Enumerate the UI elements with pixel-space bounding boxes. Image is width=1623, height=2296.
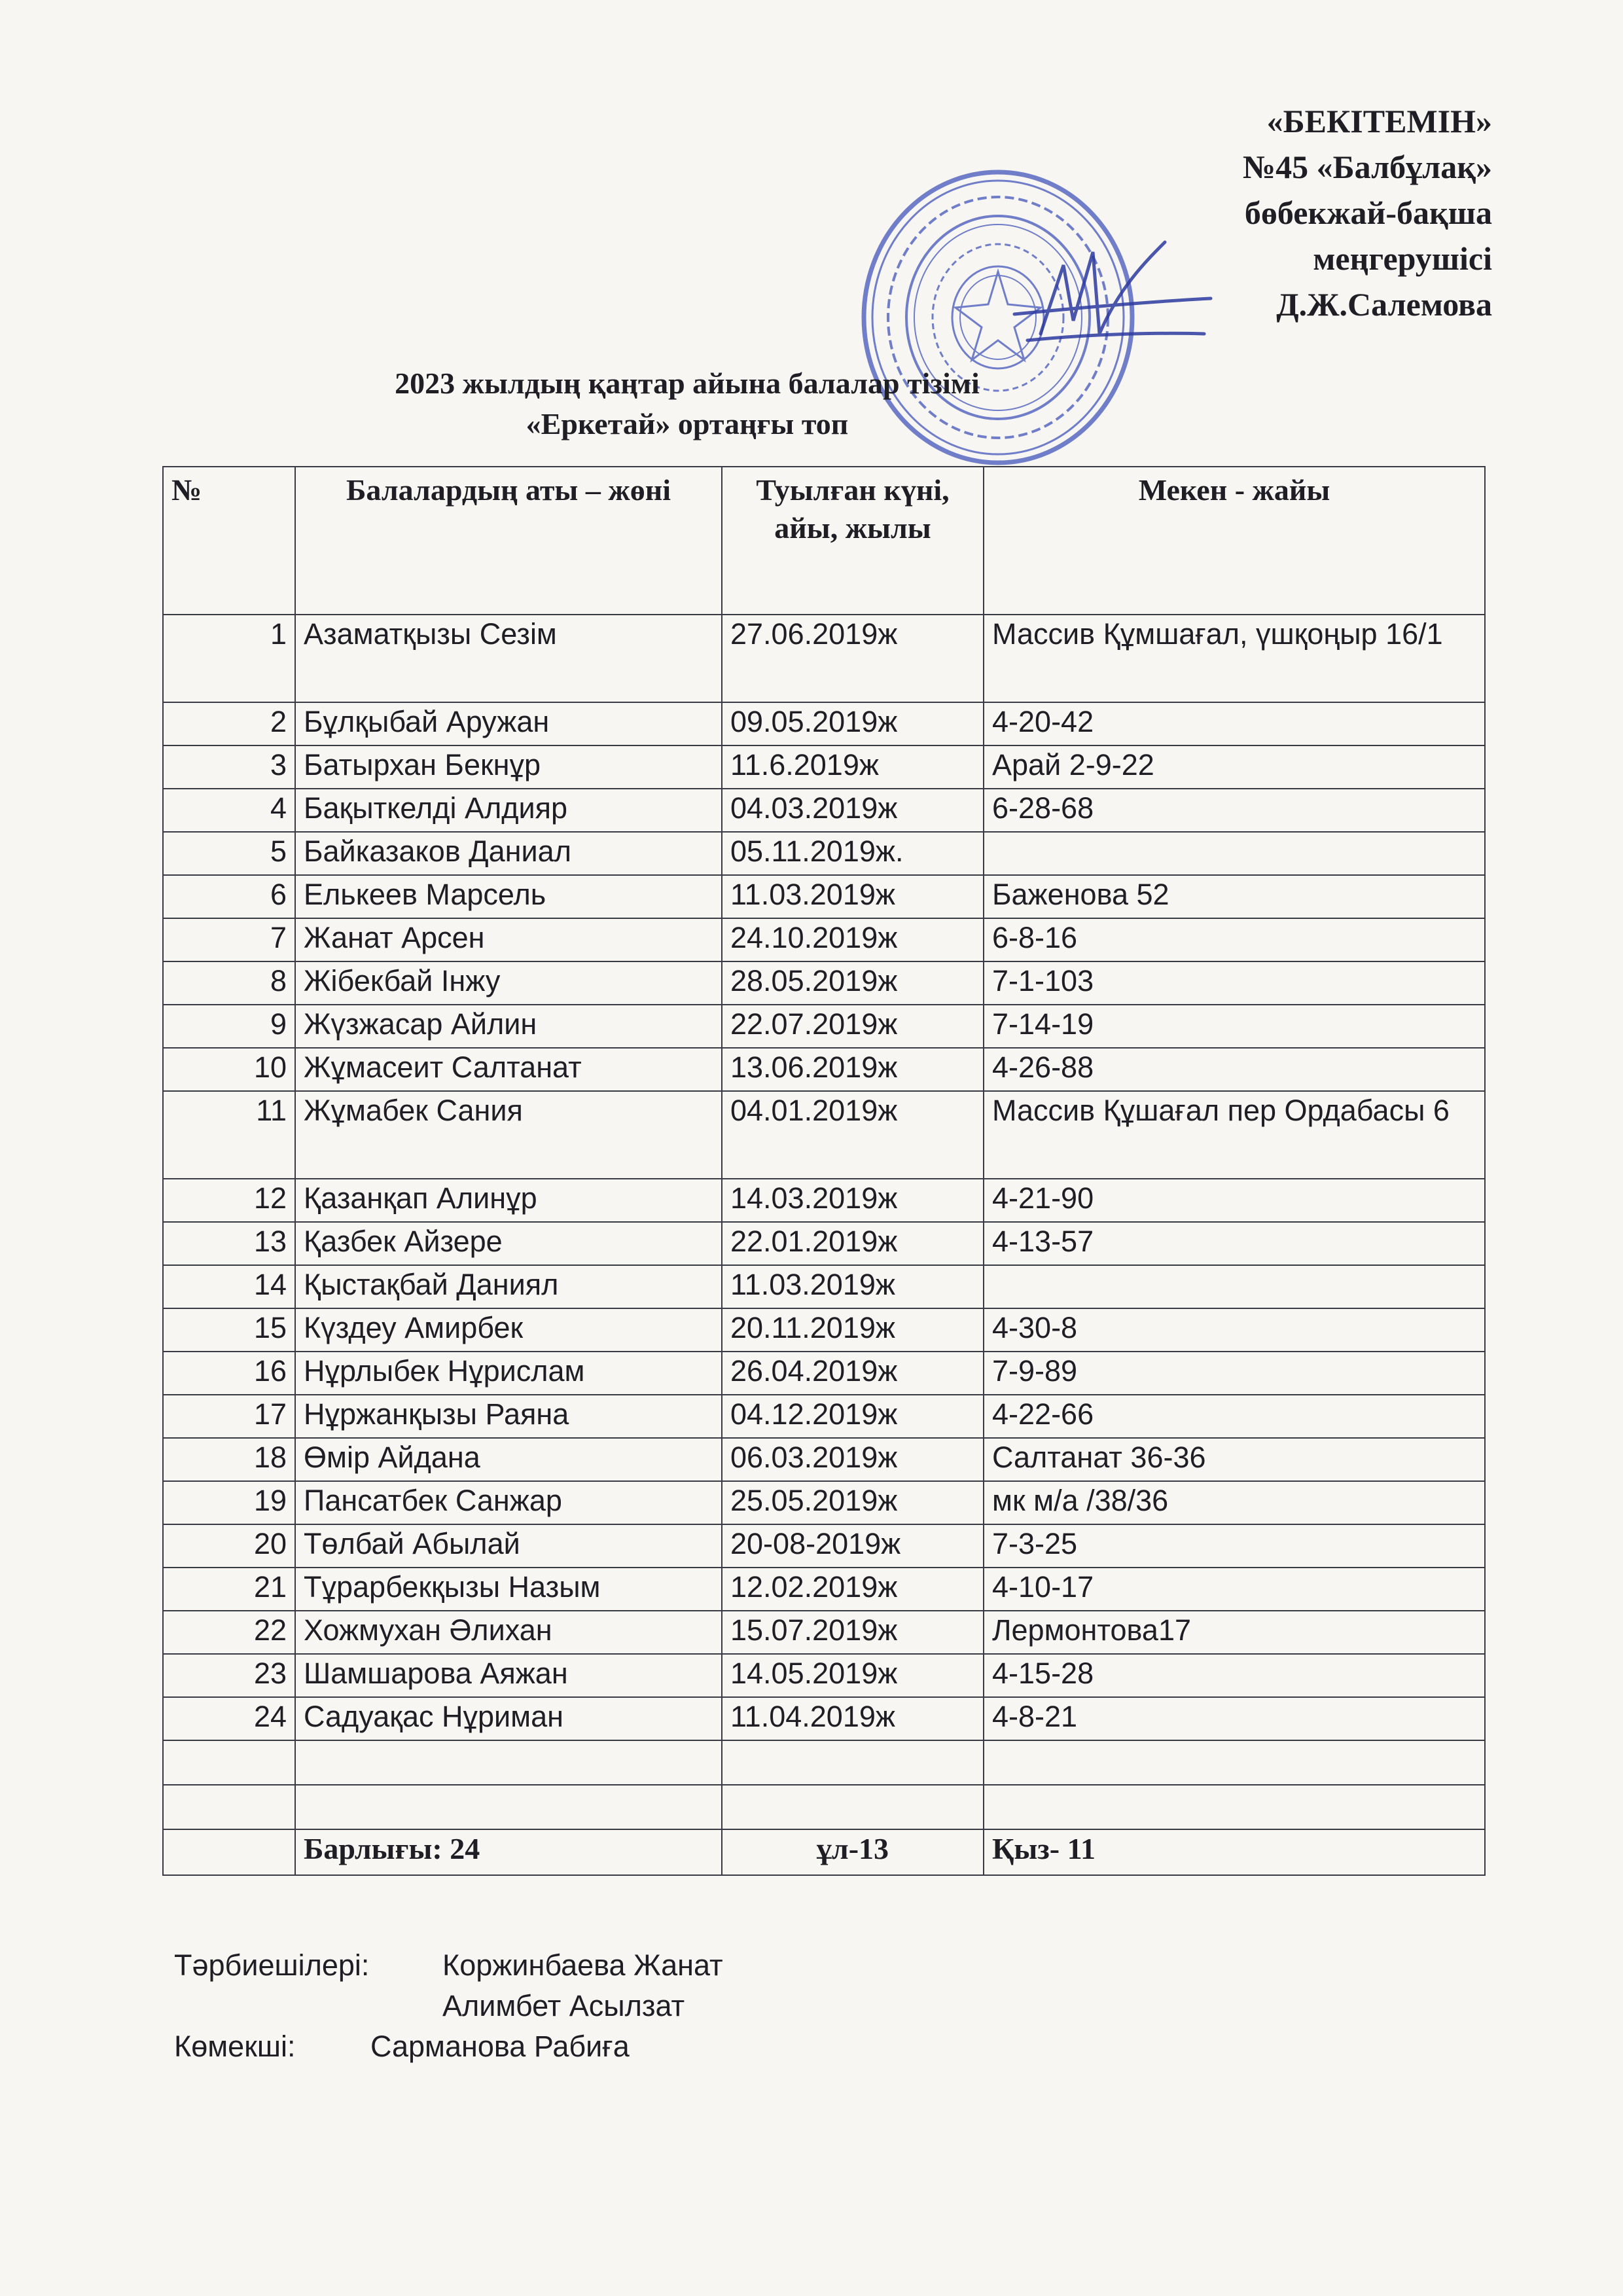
total-all: Барлығы: 24	[295, 1829, 722, 1875]
table-row	[163, 1568, 1485, 1611]
row-number: 14	[163, 1265, 295, 1308]
birth-date: 22.01.2019ж	[722, 1222, 984, 1265]
approval-signatory: Д.Ж.Салемова	[1276, 286, 1492, 323]
child-name: Жүзжасар Айлин	[295, 1005, 722, 1048]
child-name: Бұлқыбай Аружан	[295, 702, 722, 745]
teachers-label: Тәрбиешілері:	[174, 1948, 370, 1982]
birth-date: 26.04.2019ж	[722, 1352, 984, 1395]
address: 7-1-103	[984, 961, 1485, 1005]
row-number: 1	[163, 615, 295, 702]
table-row	[163, 961, 1485, 1005]
table-row	[163, 1179, 1485, 1222]
totals-row	[163, 1829, 1485, 1875]
staff-block	[174, 1945, 723, 2067]
address: Массив Құмшағал, үшқоңыр 16/1	[984, 615, 1485, 702]
address: Салтанат 36-36	[984, 1438, 1485, 1481]
children-table	[162, 466, 1486, 1876]
teacher-name: Алимбет Асылзат	[442, 1989, 685, 2022]
child-name: Тұрарбекқызы Назым	[295, 1568, 722, 1611]
birth-date: 24.10.2019ж	[722, 918, 984, 961]
child-name: Қазбек Айзере	[295, 1222, 722, 1265]
address: Массив Құшағал пер Ордабасы 6	[984, 1091, 1485, 1179]
child-name: Хожмухан Әлихан	[295, 1611, 722, 1654]
address: Лермонтова17	[984, 1611, 1485, 1654]
table-row	[163, 789, 1485, 832]
child-name: Күздеу Амирбек	[295, 1308, 722, 1352]
table-row	[163, 1091, 1485, 1179]
table-row	[163, 918, 1485, 961]
row-number: 7	[163, 918, 295, 961]
child-name: Өмір Айдана	[295, 1438, 722, 1481]
birth-date: 13.06.2019ж	[722, 1048, 984, 1091]
totals-blank-cell	[163, 1829, 295, 1875]
table-row	[163, 875, 1485, 918]
row-number: 21	[163, 1568, 295, 1611]
table-row	[163, 1222, 1485, 1265]
child-name: Жұмабек Сания	[295, 1091, 722, 1179]
birth-date: 15.07.2019ж	[722, 1611, 984, 1654]
row-number: 10	[163, 1048, 295, 1091]
header-name: Балалардың аты – жөні	[295, 467, 722, 615]
table-row	[163, 1611, 1485, 1654]
table-row	[163, 615, 1485, 702]
row-number: 11	[163, 1091, 295, 1179]
row-number: 6	[163, 875, 295, 918]
address: 4-30-8	[984, 1308, 1485, 1352]
assistant-name: Сарманова Рабиға	[370, 2030, 630, 2063]
address: 6-28-68	[984, 789, 1485, 832]
table-row	[163, 1352, 1485, 1395]
header-address: Мекен - жайы	[984, 467, 1485, 615]
birth-date: 04.12.2019ж	[722, 1395, 984, 1438]
header-birth-date: Туылған күні, айы, жылы	[722, 467, 984, 615]
signature	[1001, 236, 1217, 353]
birth-date: 25.05.2019ж	[722, 1481, 984, 1524]
table-row	[163, 1265, 1485, 1308]
table-row	[163, 1308, 1485, 1352]
child-name: Нұржанқызы Раяна	[295, 1395, 722, 1438]
address	[984, 1265, 1485, 1308]
child-name: Жанат Арсен	[295, 918, 722, 961]
approval-block	[1243, 98, 1492, 327]
table-row	[163, 1395, 1485, 1438]
child-name: Нұрлыбек Нұрислам	[295, 1352, 722, 1395]
row-number: 19	[163, 1481, 295, 1524]
table-row	[163, 1481, 1485, 1524]
address: Арай 2-9-22	[984, 745, 1485, 789]
row-number: 17	[163, 1395, 295, 1438]
row-number: 3	[163, 745, 295, 789]
approval-institution: №45 «Балбұлақ»	[1242, 149, 1492, 185]
total-girls: Қыз- 11	[984, 1829, 1485, 1875]
birth-date: 28.05.2019ж	[722, 961, 984, 1005]
table-row	[163, 702, 1485, 745]
table-row	[163, 832, 1485, 875]
birth-date: 22.07.2019ж	[722, 1005, 984, 1048]
row-number: 15	[163, 1308, 295, 1352]
address: 4-20-42	[984, 702, 1485, 745]
assistant-label: Көмекші:	[174, 2030, 296, 2063]
address: 7-3-25	[984, 1524, 1485, 1568]
row-number: 4	[163, 789, 295, 832]
approval-position: меңгерушісі	[1313, 240, 1492, 277]
row-number: 12	[163, 1179, 295, 1222]
empty-row	[163, 1785, 1485, 1829]
row-number: 9	[163, 1005, 295, 1048]
child-name: Батырхан Бекнұр	[295, 745, 722, 789]
birth-date: 05.11.2019ж.	[722, 832, 984, 875]
row-number: 13	[163, 1222, 295, 1265]
table-row	[163, 1005, 1485, 1048]
table-row	[163, 1697, 1485, 1740]
birth-date: 09.05.2019ж	[722, 702, 984, 745]
birth-date: 20.11.2019ж	[722, 1308, 984, 1352]
birth-date: 11.04.2019ж	[722, 1697, 984, 1740]
address: 7-14-19	[984, 1005, 1485, 1048]
address: 4-26-88	[984, 1048, 1485, 1091]
child-name: Шамшарова Аяжан	[295, 1654, 722, 1697]
child-name: Байказаков Даниал	[295, 832, 722, 875]
header-number: №	[163, 467, 295, 615]
birth-date: 14.03.2019ж	[722, 1179, 984, 1222]
address: 6-8-16	[984, 918, 1485, 961]
birth-date: 12.02.2019ж	[722, 1568, 984, 1611]
child-name: Пансатбек Санжар	[295, 1481, 722, 1524]
address: 4-13-57	[984, 1222, 1485, 1265]
row-number: 23	[163, 1654, 295, 1697]
row-number: 5	[163, 832, 295, 875]
row-number: 18	[163, 1438, 295, 1481]
birth-date: 14.05.2019ж	[722, 1654, 984, 1697]
child-name: Төлбай Абылай	[295, 1524, 722, 1568]
row-number: 16	[163, 1352, 295, 1395]
child-name: Азаматқызы Сезім	[295, 615, 722, 702]
child-name: Жібекбай Інжу	[295, 961, 722, 1005]
address: 4-8-21	[984, 1697, 1485, 1740]
group-subtitle: «Еркетай» ортаңғы топ	[526, 407, 849, 440]
birth-date: 04.01.2019ж	[722, 1091, 984, 1179]
birth-date: 06.03.2019ж	[722, 1438, 984, 1481]
address: Баженова 52	[984, 875, 1485, 918]
table-row	[163, 1438, 1485, 1481]
birth-date: 20-08-2019ж	[722, 1524, 984, 1568]
birth-date: 11.03.2019ж	[722, 1265, 984, 1308]
birth-date: 11.03.2019ж	[722, 875, 984, 918]
child-name: Елькеев Марсель	[295, 875, 722, 918]
birth-date: 27.06.2019ж	[722, 615, 984, 702]
address: 4-22-66	[984, 1395, 1485, 1438]
address: мк м/а /38/36	[984, 1481, 1485, 1524]
approval-heading: «БЕКІТЕМІН»	[1266, 103, 1492, 139]
table-body	[163, 615, 1485, 1740]
child-name: Жұмасеит Салтанат	[295, 1048, 722, 1091]
row-number: 22	[163, 1611, 295, 1654]
row-number: 24	[163, 1697, 295, 1740]
row-number: 8	[163, 961, 295, 1005]
address: 4-15-28	[984, 1654, 1485, 1697]
birth-date: 04.03.2019ж	[722, 789, 984, 832]
table-header-row	[163, 467, 1485, 615]
table-row	[163, 1048, 1485, 1091]
row-number: 2	[163, 702, 295, 745]
total-boys: ұл-13	[722, 1829, 984, 1875]
table-row	[163, 1524, 1485, 1568]
document-titles	[262, 363, 1113, 444]
child-name: Қазанқап Алинұр	[295, 1179, 722, 1222]
table-row	[163, 745, 1485, 789]
teacher-name: Коржинбаева Жанат	[442, 1948, 723, 1982]
child-name: Бақыткелді Алдияр	[295, 789, 722, 832]
child-name: Садуақас Нұриман	[295, 1697, 722, 1740]
address: 4-21-90	[984, 1179, 1485, 1222]
address: 4-10-17	[984, 1568, 1485, 1611]
row-number: 20	[163, 1524, 295, 1568]
approval-institution-type: бөбекжай-бақша	[1244, 194, 1492, 231]
child-name: Қыстақбай Даниял	[295, 1265, 722, 1308]
table-row	[163, 1654, 1485, 1697]
empty-row	[163, 1740, 1485, 1785]
address	[984, 832, 1485, 875]
birth-date: 11.6.2019ж	[722, 745, 984, 789]
page-title: 2023 жылдың қаңтар айына балалар тізімі	[395, 367, 980, 400]
address: 7-9-89	[984, 1352, 1485, 1395]
